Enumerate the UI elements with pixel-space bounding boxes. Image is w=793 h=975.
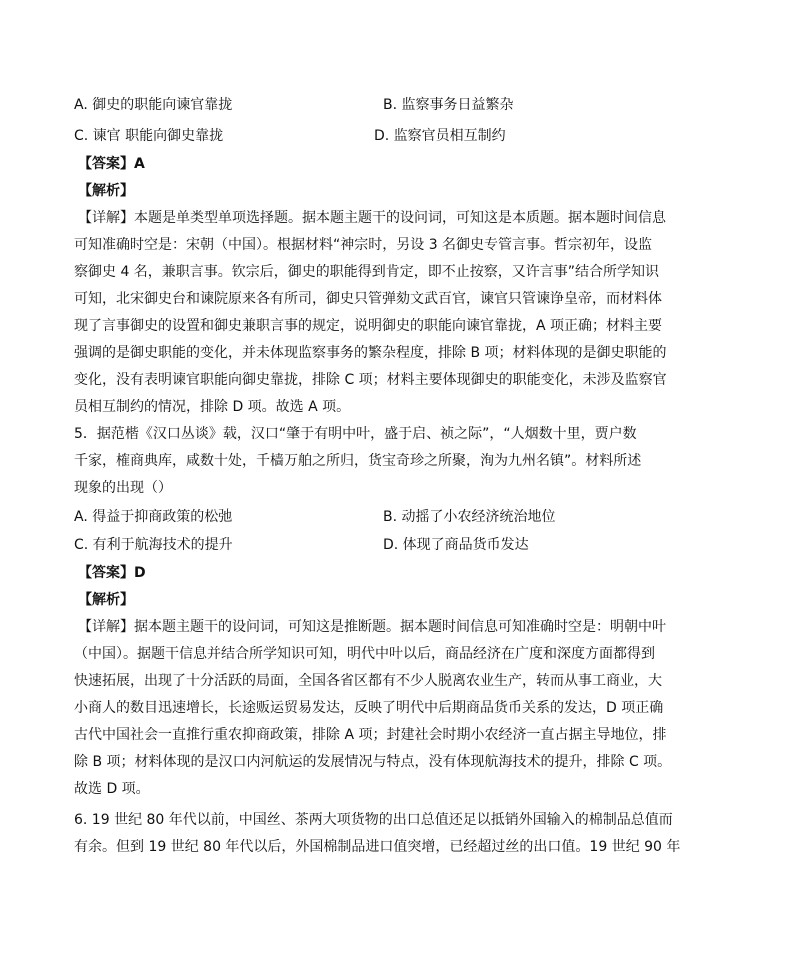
q5-stem-line: 5．据范楷《汉口丛谈》载，汉口“肇于有明中叶，盛于启、祯之际”，“人烟数十里，贾户数 <box>74 426 637 442</box>
q4-analysis-label: 【解析】 <box>78 183 134 199</box>
q5-explain-line: 故选 D 项。 <box>74 781 150 797</box>
q5-option-c: C. 有利于航海技术的提升 <box>74 537 233 553</box>
q5-option-a: A. 得益于抑商政策的松弛 <box>74 509 233 525</box>
q4-option-d: D. 监察官员相互制约 <box>374 128 506 144</box>
q4-explain-line: 可知，北宋御史台和谏院原来各有所司，御史只管弹劾文武百官，谏官只管谏诤皇帝，而材料体 <box>74 291 662 307</box>
q5-option-d: D. 体现了商品货币发达 <box>383 537 529 553</box>
q5-explain-line: 小商人的数目迅速增长，长途贩运贸易发达，反映了明代中后期商品货币关系的发达，D 项正确 <box>74 700 664 716</box>
q4-answer: 【答案】A <box>78 156 145 172</box>
q6-stem-line: 有余。但到 19 世纪 80 年代以后，外国棉制品进口值突增，已经超过丝的出口值。19 世纪 90 年 <box>74 839 681 855</box>
q5-stem-line: 千家，榷商典库，咸数十处，千樯万舶之所归，货宝奇珍之所聚，洵为九州名镇”。材料所述 <box>74 453 642 469</box>
q5-explain-line: 快速拓展，出现了十分活跃的局面，全国各省区都有不少人脱离农业生产，转而从事工商业，大 <box>74 673 662 689</box>
q4-option-a: A. 御史的职能向谏官靠拢 <box>74 97 233 113</box>
q4-explain-line: 察御史 4 名，兼职言事。钦宗后，御史的职能得到肯定，即不止按察，又许言事”结合所学知识 <box>74 264 660 280</box>
q4-explain-line: 员相互制约的情况，排除 D 项。故选 A 项。 <box>74 399 351 415</box>
q5-option-b: B. 动摇了小农经济统治地位 <box>383 509 556 525</box>
q4-option-b: B. 监察事务日益繁杂 <box>383 97 514 113</box>
q5-answer: 【答案】D <box>78 565 146 581</box>
q4-explain-line: 现了言事御史的设置和御史兼职言事的规定，说明御史的职能向谏官靠拢，A 项正确；材料主要 <box>74 318 663 334</box>
q4-explain-line: 强调的是御史职能的变化，并未体现监察事务的繁杂程度，排除 B 项；材料体现的是御史职能的 <box>74 345 667 361</box>
q5-explain-line: 【详解】据本题主题干的设问词，可知这是推断题。据本题时间信息可知准确时空是：明朝中叶 <box>78 619 666 635</box>
q5-explain-line: （中国）。据题干信息并结合所学知识可知，明代中叶以后，商品经济在广度和深度方面都得到 <box>74 646 655 662</box>
q4-explain-line: 变化，没有表明谏官职能向御史靠拢，排除 C 项；材料主要体现御史的职能变化，未涉及监察官 <box>74 372 667 388</box>
q4-explain-line: 【详解】本题是单类型单项选择题。据本题主题干的设问词，可知这是本质题。据本题时间信息 <box>78 210 666 226</box>
q4-explain-line: 可知准确时空是：宋朝（中国）。根据材料“神宗时，另设 3 名御史专管言事。哲宗初年，设监 <box>74 237 653 253</box>
q4-option-c: C. 谏官 职能向御史靠拢 <box>74 128 224 144</box>
q6-stem-line: 6. 19 世纪 80 年代以前，中国丝、茶两大项货物的出口总值还足以抵销外国输入的棉制品总值而 <box>74 812 673 828</box>
q5-analysis-label: 【解析】 <box>78 592 134 608</box>
q5-explain-line: 除 B 项；材料体现的是汉口内河航运的发展情况与特点，没有体现航海技术的提升，排除 C 项。 <box>74 754 672 770</box>
q5-explain-line: 古代中国社会一直推行重农抑商政策，排除 A 项；封建社会时期小农经济一直占据主导地位，排 <box>74 727 667 743</box>
q5-stem-line: 现象的出现（） <box>74 480 172 496</box>
